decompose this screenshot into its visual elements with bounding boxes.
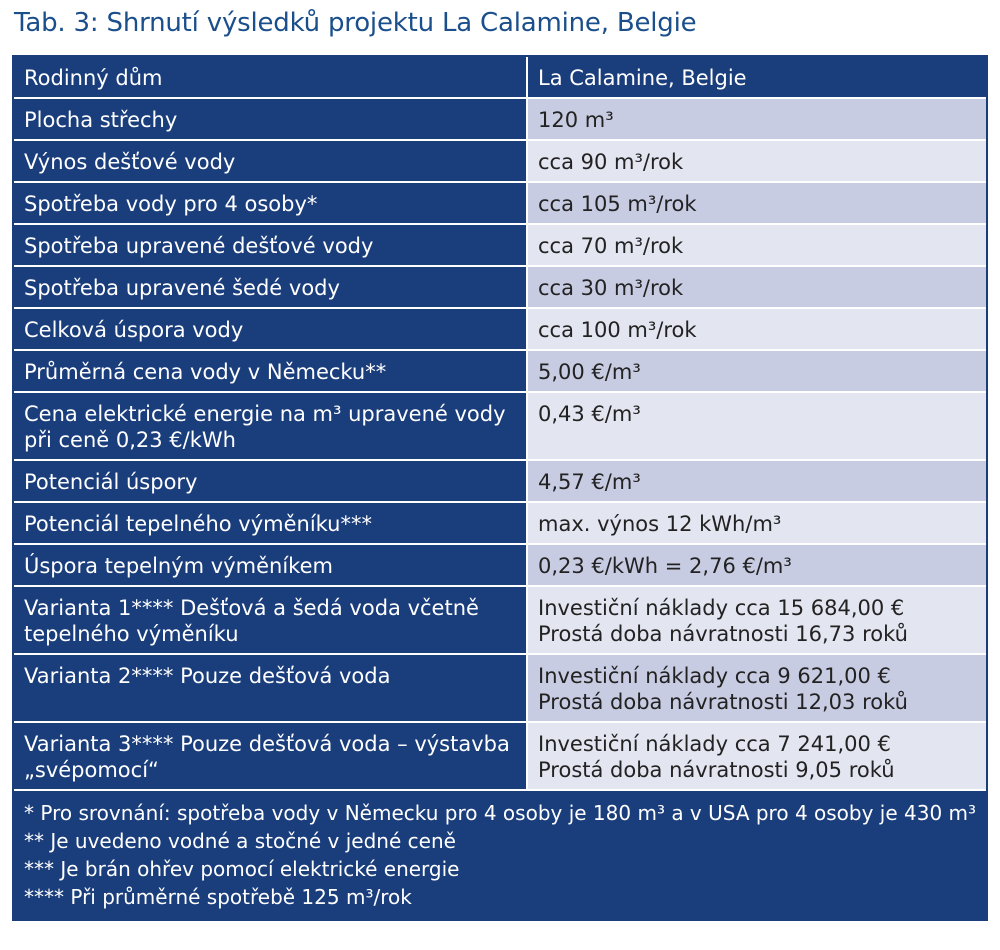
- row-label: Průměrná cena vody v Německu**: [14, 351, 528, 391]
- row-value: 5,00 €/m³: [528, 351, 986, 391]
- table-row: [14, 181, 986, 223]
- footnote: * Pro srovnání: spotřeba vody v Německu pro 4 osoby je 180 m³ a v USA pro 4 osoby je 430 m³: [24, 801, 977, 825]
- row-value: [528, 655, 986, 721]
- row-label: Varianta 1**** Dešťová a šedá voda včetně tepelného výměníku: [14, 587, 528, 653]
- footnote: ** Je uvedeno vodné a stočné v jedné ceně: [24, 829, 456, 853]
- table-title: Tab. 3: Shrnutí výsledků projektu La Calamine, Belgie: [14, 8, 697, 38]
- table-row: [14, 721, 986, 789]
- footnotes: [14, 789, 986, 919]
- row-label: Výnos dešťové vody: [14, 141, 528, 181]
- row-value: 0,43 €/m³: [528, 393, 986, 459]
- payback-period: Prostá doba návratnosti 16,73 roků: [538, 622, 908, 646]
- table-header-row: [14, 57, 986, 97]
- payback-period: Prostá doba návratnosti 12,03 roků: [538, 690, 908, 714]
- row-value: cca 30 m³/rok: [528, 267, 986, 307]
- row-value: cca 100 m³/rok: [528, 309, 986, 349]
- table-row: [14, 265, 986, 307]
- investment-cost: Investiční náklady cca 7 241,00 €: [538, 732, 891, 756]
- row-label: Varianta 2**** Pouze dešťová voda: [14, 655, 528, 721]
- results-table: [12, 55, 988, 921]
- table-row: [14, 585, 986, 653]
- row-label: Potenciál tepelného výměníku***: [14, 503, 528, 543]
- row-label: Potenciál úspory: [14, 461, 528, 501]
- row-label: Spotřeba upravené šedé vody: [14, 267, 528, 307]
- footnote: *** Je brán ohřev pomocí elektrické energie: [24, 857, 460, 881]
- row-value: 0,23 €/kWh = 2,76 €/m³: [528, 545, 986, 585]
- header-value: La Calamine, Belgie: [528, 57, 986, 97]
- footnote: **** Při průměrné spotřebě 125 m³/rok: [24, 885, 412, 909]
- row-value: cca 105 m³/rok: [528, 183, 986, 223]
- table-row: [14, 349, 986, 391]
- row-label: Spotřeba vody pro 4 osoby*: [14, 183, 528, 223]
- investment-cost: Investiční náklady cca 9 621,00 €: [538, 664, 891, 688]
- row-value: 4,57 €/m³: [528, 461, 986, 501]
- table-row: [14, 501, 986, 543]
- row-value: [528, 587, 986, 653]
- row-value: cca 90 m³/rok: [528, 141, 986, 181]
- table-row: [14, 459, 986, 501]
- row-value: [528, 723, 986, 789]
- table-row: [14, 307, 986, 349]
- row-label: Cena elektrické energie na m³ upravené vody při ceně 0,23 €/kWh: [14, 393, 528, 459]
- row-value: 120 m³: [528, 99, 986, 139]
- header-label: Rodinný dům: [14, 57, 528, 97]
- row-label: Spotřeba upravené dešťové vody: [14, 225, 528, 265]
- table-row: [14, 391, 986, 459]
- row-value: cca 70 m³/rok: [528, 225, 986, 265]
- table-row: [14, 139, 986, 181]
- investment-cost: Investiční náklady cca 15 684,00 €: [538, 596, 905, 620]
- row-value: max. výnos 12 kWh/m³: [528, 503, 986, 543]
- table-row: [14, 223, 986, 265]
- table-row: [14, 97, 986, 139]
- row-label: Celková úspora vody: [14, 309, 528, 349]
- table-row: [14, 543, 986, 585]
- row-label: Varianta 3**** Pouze dešťová voda – výstavba „svépomocí“: [14, 723, 528, 789]
- row-label: Úspora tepelným výměníkem: [14, 545, 528, 585]
- table-row: [14, 653, 986, 721]
- row-label: Plocha střechy: [14, 99, 528, 139]
- payback-period: Prostá doba návratnosti 9,05 roků: [538, 758, 895, 782]
